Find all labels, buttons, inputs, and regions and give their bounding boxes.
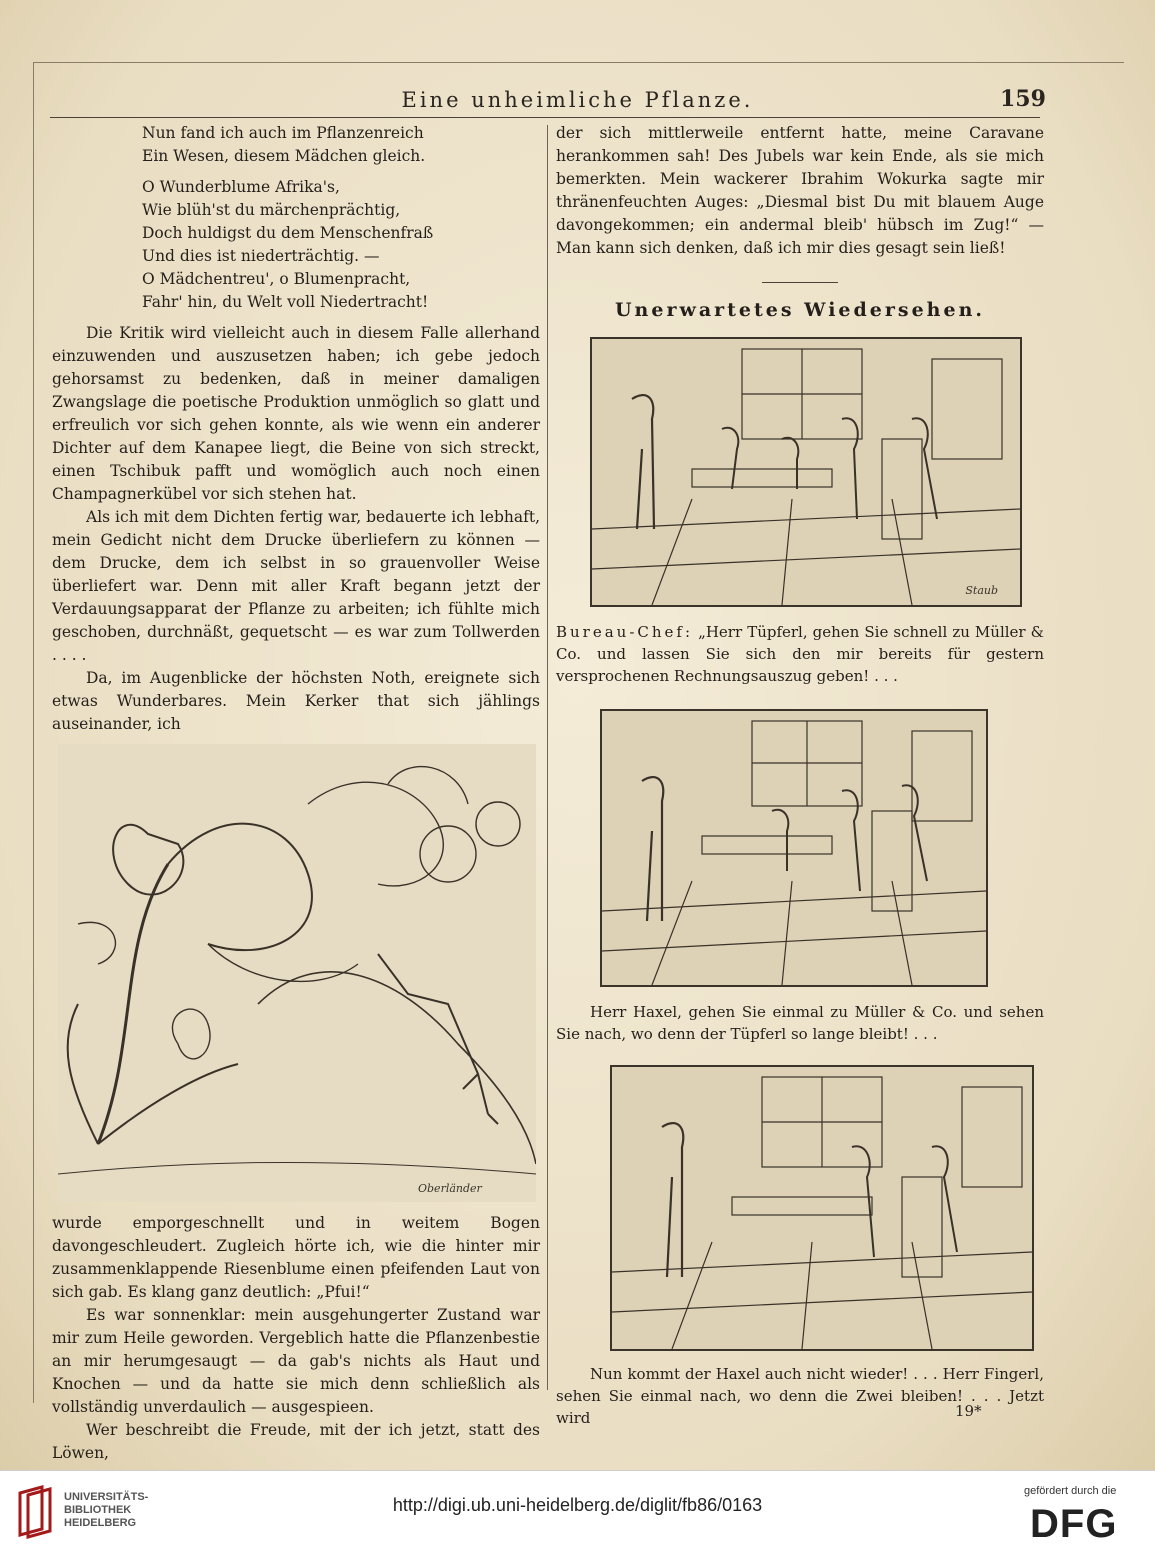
illustration-signature: Oberländer bbox=[418, 1182, 482, 1195]
office-scene-1 bbox=[592, 339, 1020, 605]
office-scene-3 bbox=[612, 1067, 1032, 1349]
office-panel-2 bbox=[600, 709, 988, 987]
paragraph: der sich mittlerweile entfernt hatte, meine Caravane herankommen sah! Des Jubels war kein Ende, als sie mich bemerkten. Mein wackerer Ibrahim Wokurka sagte mir thränenfeuchten Auges: „Diesmal bist Du mit blauem Auge davongekommen; ein andermal bleib' hübsch im Zug!“ — Man kann sich denken, daß ich mir dies gesagt sein ließ! bbox=[556, 124, 1044, 257]
paragraph: Die Kritik wird vielleicht auch in diesem Falle allerhand einzuwenden und auszusetzen haben; ich gebe jedoch gehorsamst zu bedenken, daß in meiner damaligen Zwangslage die poetische Produktion unmöglich so glatt und erfreulich vor sich gehen konnte, als wie wenn ein anderer Dichter auf dem Kanapee liegt, die Beine von sich streckt, einen Tschibuk pafft und womöglich auch noch einen Champagnerkübel vor sich stehen hat. bbox=[52, 324, 540, 503]
paragraph: Wer beschreibt die Freude, mit der ich jetzt, statt des Löwen, bbox=[52, 1421, 540, 1462]
page-url[interactable]: http://digi.ub.uni-heidelberg.de/diglit/fb86/0163 bbox=[392, 1495, 763, 1515]
caption-text: „Herr Tüpferl, gehen Sie schnell zu Müller & Co. und lassen Sie sich den mir bereits für gestern versprochenen Rechnungsauszug geben! . . . bbox=[556, 623, 1044, 685]
section-title: Unerwartetes Wiedersehen. bbox=[614, 299, 985, 321]
caption bbox=[556, 621, 1044, 687]
verse-line: Ein Wesen, diesem Mädchen gleich. bbox=[142, 147, 426, 165]
verse-line: Nun fand ich auch im Pflanzenreich bbox=[142, 124, 424, 142]
caption: Herr Haxel, gehen Sie einmal zu Müller & Co. und sehen Sie nach, wo denn der Tüpferl so lange bleibt! . . . bbox=[556, 1003, 1044, 1043]
office-panel-1 bbox=[590, 337, 1022, 607]
page-number: 159 bbox=[1000, 86, 1046, 112]
caption-speaker: Bureau-Chef: bbox=[556, 623, 694, 641]
caption: Nun kommt der Haxel auch nicht wieder! . . . Herr Fingerl, sehen Sie einmal nach, wo denn die Zwei bleiben! . . . Jetzt wird bbox=[556, 1365, 1044, 1427]
paragraph: Als ich mit dem Dichten fertig war, bedauerte ich lebhaft, mein Gedicht nicht dem Drucke überliefern zu können — dem Drucke, dem ich selbst in so grauenvoller Weise überliefert war. Denn mit aller Kraft begann jetzt der Verdauungsapparat der Pflanze zu arbeiten; ich fühlte mich geschoben, durchnäßt, gequetscht — es war zum Tollwerden . . . . bbox=[52, 508, 540, 664]
signature-mark: 19* bbox=[955, 1402, 982, 1420]
funded-by-label: gefördert durch die bbox=[1024, 1485, 1117, 1497]
verse-line: O Mädchentreu', o Blumenpracht, bbox=[142, 270, 411, 288]
column-divider bbox=[547, 125, 548, 1390]
dfg-logo: DFG bbox=[1030, 1502, 1118, 1546]
panel-signature: Staub bbox=[965, 584, 998, 597]
header-rule bbox=[50, 117, 1040, 118]
plant-drawing bbox=[58, 744, 536, 1202]
library-name: UNIVERSITÄTS- BIBLIOTHEK HEIDELBERG bbox=[64, 1491, 149, 1529]
verse-line: Wie blüh'st du märchenprächtig, bbox=[142, 201, 401, 219]
verse-line: Doch huldigst du dem Menschenfraß bbox=[142, 224, 434, 242]
verse-line: Und dies ist niederträchtig. — bbox=[142, 247, 380, 265]
paragraph: wurde emporgeschnellt und in weitem Bogen davongeschleudert. Zugleich hörte ich, wie die hinter mir zusammenklappende Riesenblume einen pfeifenden Laut von sich gab. Es klang ganz deutlich: „Pfui!“ bbox=[52, 1214, 540, 1301]
left-column bbox=[52, 122, 540, 1465]
paragraph: Da, im Augenblicke der höchsten Noth, ereignete sich etwas Wunderbares. Mein Kerker that sich jählings auseinander, ich bbox=[52, 669, 540, 733]
verse-line: Fahr' hin, du Welt voll Niedertracht! bbox=[142, 293, 429, 311]
right-column bbox=[556, 122, 1044, 1429]
office-panel-3 bbox=[610, 1065, 1034, 1351]
paragraph: Es war sonnenklar: mein ausgehungerter Zustand war mir zum Heile geworden. Vergeblich hatte die Pflanzenbestie an mir herumgesaugt — da gab's nichts als Haut und Knochen — und da hatte sie mich denn schließlich als vollständig unverdaulich — ausgespieen. bbox=[52, 1306, 540, 1416]
plant-illustration bbox=[58, 744, 536, 1202]
viewer-footer bbox=[0, 1470, 1155, 1555]
running-title: Eine unheimliche Pflanze. bbox=[401, 88, 754, 112]
office-scene-2 bbox=[602, 711, 986, 985]
verse-line: O Wunderblume Afrika's, bbox=[142, 178, 340, 196]
section-rule bbox=[762, 282, 838, 283]
